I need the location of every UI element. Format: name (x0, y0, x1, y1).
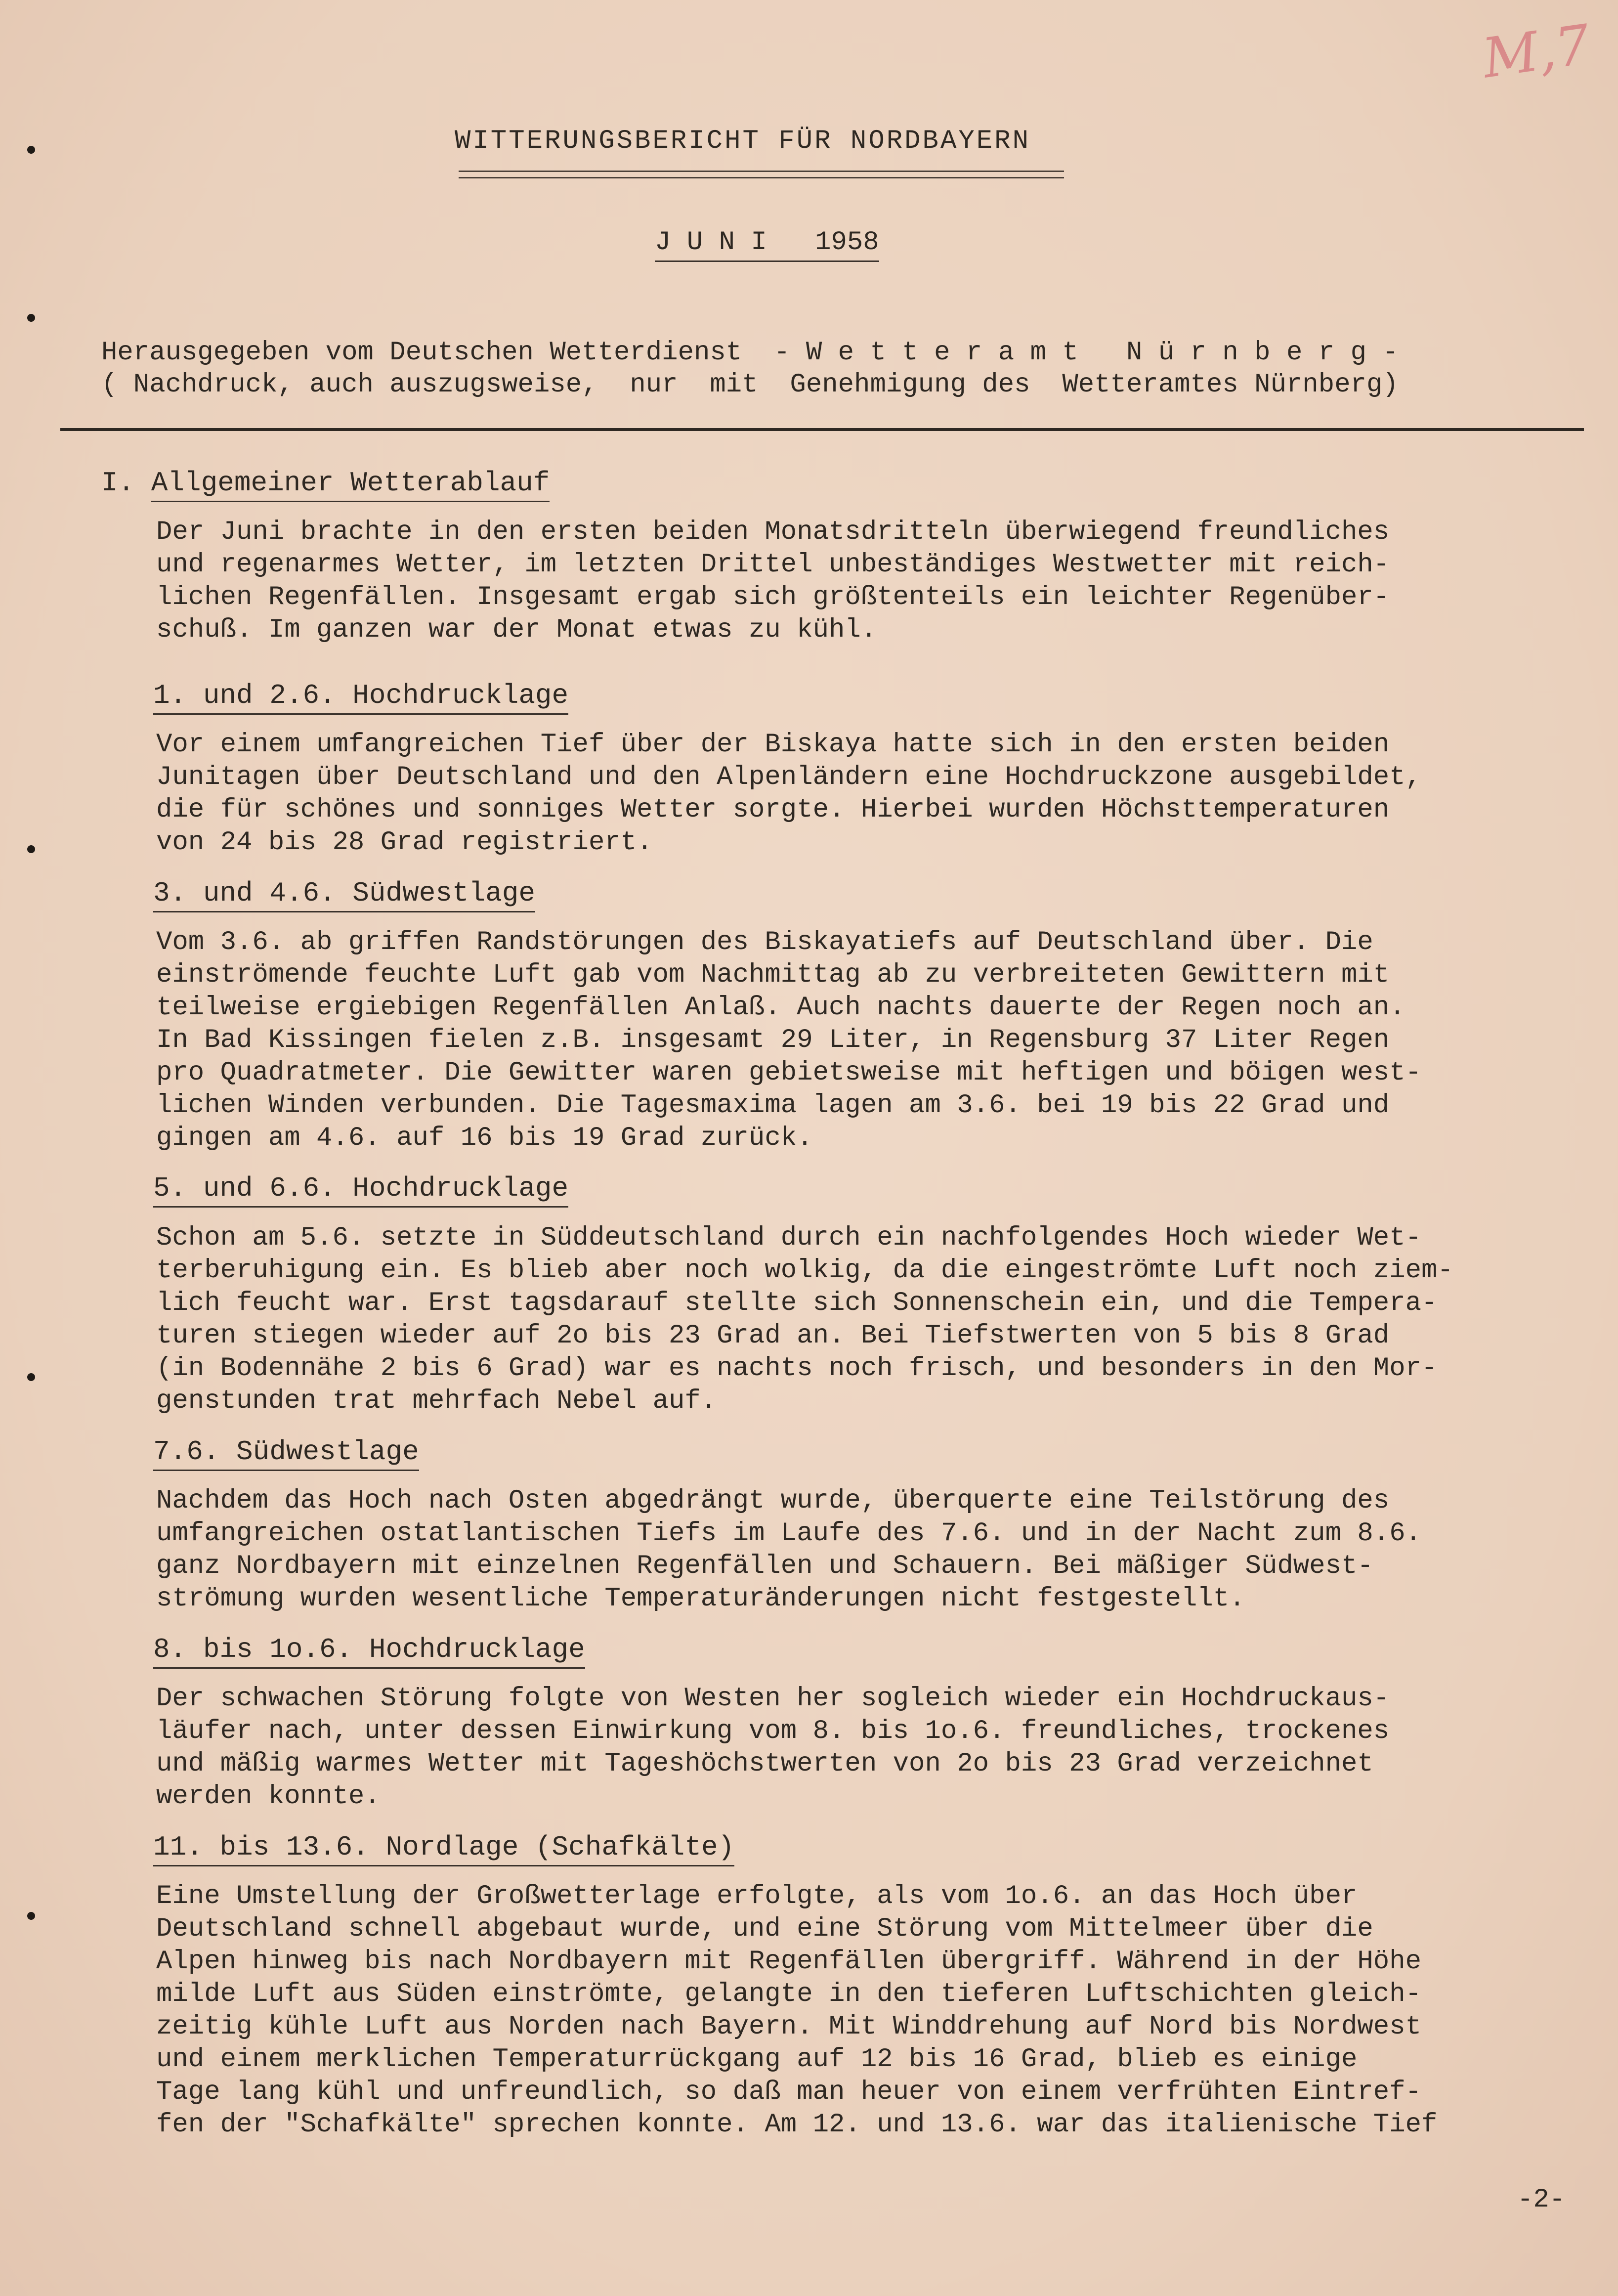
paragraph-line: umfangreichen ostatlantischen Tiefs im Laufe des 7.6. und in der Nacht zum 8.6. (156, 1518, 1422, 1549)
paragraph-line: Vor einem umfangreichen Tief über der Biskaya hatte sich in den ersten beiden (156, 730, 1390, 760)
paragraph-line: terberuhigung ein. Es blieb aber noch wolkig, da die eingeströmte Luft noch ziem- (156, 1256, 1453, 1286)
period-heading: 11. bis 13.6. Nordlage (Schafkälte) (153, 1831, 734, 1866)
section-heading (101, 467, 550, 499)
paragraph-line: pro Quadratmeter. Die Gewitter waren gebietsweise mit heftigen und böigen west- (156, 1058, 1422, 1088)
punch-hole (27, 1912, 35, 1920)
header-divider (60, 428, 1584, 431)
paragraph-line: strömung wurden wesentliche Temperaturänderungen nicht festgestellt. (156, 1584, 1245, 1614)
report-month: J U N I 1958 (655, 227, 879, 262)
paragraph-line: lich feucht war. Erst tagsdarauf stellte sich Sonnenschein ein, und die Tempera- (156, 1288, 1438, 1318)
paragraph-line: In Bad Kissingen fielen z.B. insgesamt 29 Liter, in Regensburg 37 Liter Regen (156, 1025, 1390, 1055)
paragraph-line: und mäßig warmes Wetter mit Tageshöchstwerten von 2o bis 23 Grad verzeichnet (156, 1749, 1373, 1779)
paragraph-line: ganz Nordbayern mit einzelnen Regenfällen und Schauern. Bei mäßiger Südwest- (156, 1551, 1373, 1581)
paragraph-line: und regenarmes Wetter, im letzten Drittel unbeständiges Westwetter mit reich- (156, 550, 1390, 580)
punch-hole (27, 146, 35, 154)
next-page-marker: -2- (1517, 2185, 1566, 2215)
section-number: I. (101, 467, 151, 499)
period-heading: 7.6. Südwestlage (153, 1436, 419, 1471)
paragraph-line: lichen Winden verbunden. Die Tagesmaxima lagen am 3.6. bei 19 bis 22 Grad und (156, 1090, 1390, 1121)
paragraph-line: Eine Umstellung der Großwetterlage erfolgte, als vom 1o.6. an das Hoch über (156, 1881, 1358, 1911)
punch-hole (27, 1373, 35, 1381)
paragraph-line: turen stiegen wieder auf 2o bis 23 Grad an. Bei Tiefstwerten von 5 bis 8 Grad (156, 1321, 1390, 1351)
paragraph-line: werden konnte. (156, 1781, 381, 1812)
paragraph-line: gingen am 4.6. auf 16 bis 19 Grad zurück. (156, 1123, 813, 1153)
paragraph-line: die für schönes und sonniges Wetter sorgte. Hierbei wurden Höchsttemperaturen (156, 795, 1390, 825)
paragraph-line: Tage lang kühl und unfreundlich, so daß man heuer von einem verfrühten Eintref- (156, 2077, 1422, 2107)
paragraph-line: milde Luft aus Süden einströmte, gelangte in den tieferen Luftschichten gleich- (156, 1979, 1422, 2009)
paragraph-line: fen der "Schafkälte" sprechen konnte. Am 12. und 13.6. war das italienische Tief (156, 2110, 1438, 2140)
section-title: Allgemeiner Wetterablauf (151, 467, 550, 502)
period-heading: 1. und 2.6. Hochdrucklage (153, 680, 568, 715)
paragraph-line: Der schwachen Störung folgte von Westen her sogleich wieder ein Hochdruckaus- (156, 1684, 1390, 1714)
punch-hole (27, 845, 35, 853)
reprint-notice: ( Nachdruck, auch auszugsweise, nur mit Genehmigung des Wetteramtes Nürnberg) (101, 370, 1399, 400)
paragraph-line: schuß. Im ganzen war der Monat etwas zu kühl. (156, 615, 877, 645)
period-heading: 8. bis 1o.6. Hochdrucklage (153, 1634, 585, 1669)
paragraph-line: Der Juni brachte in den ersten beiden Monatsdritteln überwiegend freundliches (156, 517, 1390, 547)
document-title: WITTERUNGSBERICHT FÜR NORDBAYERN (455, 126, 1030, 156)
paragraph-line: Junitagen über Deutschland und den Alpenländern eine Hochdruckzone ausgebildet, (156, 762, 1422, 792)
publisher-line: Herausgegeben vom Deutschen Wetterdienst - W e t t e r a m t N ü r n b e r g - (101, 338, 1399, 368)
paragraph-line: läufer nach, unter dessen Einwirkung vom 8. bis 1o.6. freundliches, trockenes (156, 1716, 1390, 1746)
paragraph-line: Nachdem das Hoch nach Osten abgedrängt wurde, überquerte eine Teilstörung des (156, 1486, 1390, 1516)
archive-marginalia: M,7 (1479, 12, 1594, 90)
paragraph-line: teilweise ergiebigen Regenfällen Anlaß. Auch nachts dauerte der Regen noch an. (156, 993, 1405, 1023)
paragraph-line: einströmende feuchte Luft gab vom Nachmittag ab zu verbreiteten Gewittern mit (156, 960, 1390, 990)
paragraph-line: Alpen hinweg bis nach Nordbayern mit Regenfällen übergriff. Während in der Höhe (156, 1947, 1422, 1977)
paragraph-line: Deutschland schnell abgebaut wurde, und eine Störung vom Mittelmeer über die (156, 1914, 1373, 1944)
paragraph-line: lichen Regenfällen. Insgesamt ergab sich größtenteils ein leichter Regenüber- (156, 582, 1390, 612)
paragraph-line: zeitig kühle Luft aus Norden nach Bayern. Mit Winddrehung auf Nord bis Nordwest (156, 2012, 1422, 2042)
paragraph-line: genstunden trat mehrfach Nebel auf. (156, 1386, 717, 1416)
punch-hole (27, 314, 35, 322)
period-heading: 3. und 4.6. Südwestlage (153, 877, 535, 912)
period-heading: 5. und 6.6. Hochdrucklage (153, 1172, 568, 1208)
title-double-underline (459, 171, 1064, 178)
paragraph-line: (in Bodennähe 2 bis 6 Grad) war es nachts noch frisch, und besonders in den Mor- (156, 1353, 1438, 1384)
paragraph-line: und einem merklichen Temperaturrückgang auf 12 bis 16 Grad, blieb es einige (156, 2044, 1358, 2075)
paragraph-line: von 24 bis 28 Grad registriert. (156, 827, 653, 858)
paragraph-line: Schon am 5.6. setzte in Süddeutschland durch ein nachfolgendes Hoch wieder Wet- (156, 1223, 1422, 1253)
paragraph-line: Vom 3.6. ab griffen Randstörungen des Biskayatiefs auf Deutschland über. Die (156, 927, 1373, 957)
